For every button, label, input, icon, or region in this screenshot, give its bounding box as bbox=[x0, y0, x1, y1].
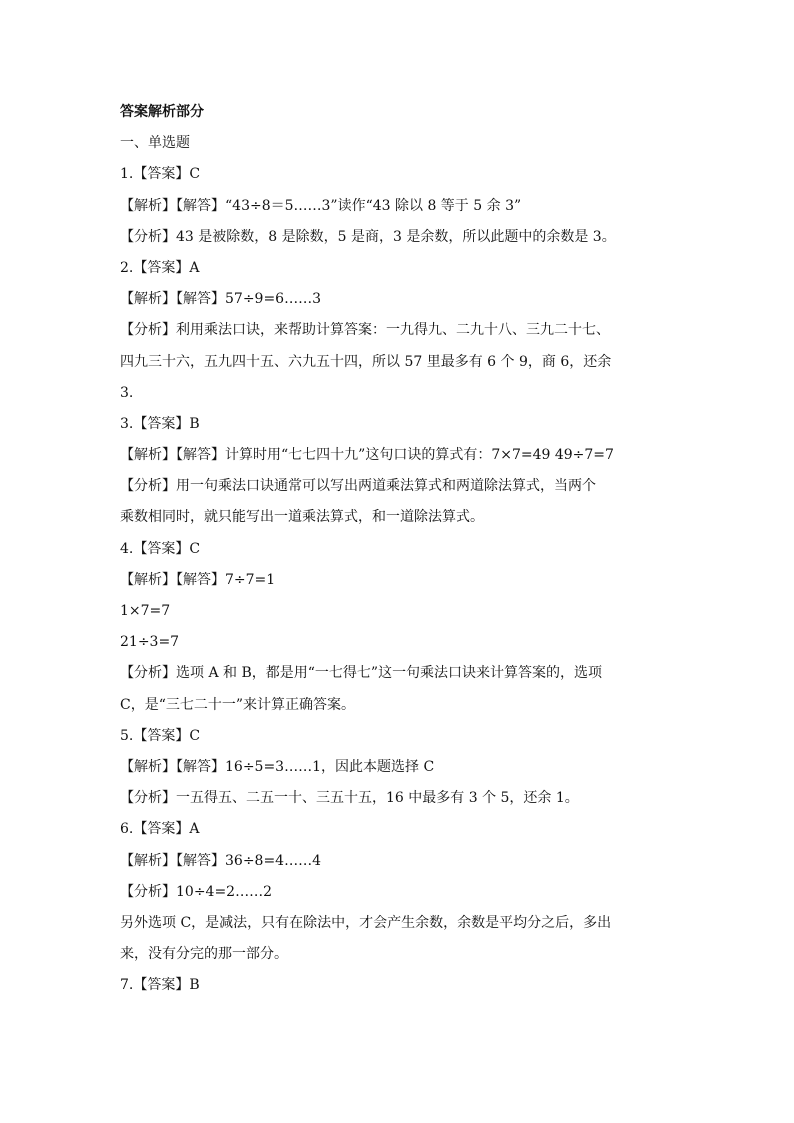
q6-analysis-line-1: 【分析】10÷4=2……2 bbox=[120, 883, 272, 900]
q6-answer: 6.【答案】A bbox=[120, 821, 200, 838]
subsection-title: 一、单选题 bbox=[120, 135, 190, 152]
q6-solution: 【解析】【解答】36÷8=4……4 bbox=[120, 852, 321, 869]
answer-analysis-section bbox=[120, 97, 680, 1001]
q2-analysis-line-1: 【分析】利用乘法口诀，来帮助计算答案：一九得九、二九十八、三九二十七、 bbox=[120, 322, 610, 339]
q3-answer: 3.【答案】B bbox=[120, 415, 200, 432]
q2-analysis-line-3: 3. bbox=[120, 384, 134, 401]
q4-answer: 4.【答案】C bbox=[120, 540, 201, 557]
q5-solution: 【解析】【解答】16÷5=3……1，因此本题选择 C bbox=[120, 758, 435, 775]
q7-answer: 7.【答案】B bbox=[120, 977, 200, 994]
q3-analysis-line-2: 乘数相同时，就只能写出一道乘法算式，和一道除法算式。 bbox=[120, 509, 484, 526]
q2-solution: 【解析】【解答】57÷9=6……3 bbox=[120, 291, 321, 308]
q1-analysis: 【分析】43 是被除数，8 是除数，5 是商，3 是余数，所以此题中的余数是 3。 bbox=[120, 228, 616, 245]
q4-solution-line-3: 21÷3=7 bbox=[120, 634, 180, 651]
q3-analysis-line-1: 【分析】用一句乘法口诀通常可以写出两道乘法算式和两道除法算式，当两个 bbox=[120, 478, 596, 495]
q6-analysis-line-3: 来，没有分完的那一部分。 bbox=[120, 946, 288, 963]
q5-analysis: 【分析】一五得五、二五一十、三五十五，16 中最多有 3 个 5，还余 1。 bbox=[120, 790, 579, 807]
q6-analysis-line-2: 另外选项 C，是减法，只有在除法中，才会产生余数，余数是平均分之后，多出 bbox=[120, 914, 612, 931]
q4-analysis-line-2: C，是“三七二十一”来计算正确答案。 bbox=[120, 696, 356, 713]
q2-analysis-line-2: 四九三十六，五九四十五、六九五十四，所以 57 里最多有 6 个 9，商 6，还余 bbox=[120, 353, 612, 370]
q1-solution: 【解析】【解答】“43÷8＝5……3”读作“43 除以 8 等于 5 余 3” bbox=[120, 197, 522, 214]
q1-answer: 1.【答案】C bbox=[120, 166, 201, 183]
section-title: 答案解析部分 bbox=[120, 104, 204, 120]
q3-solution: 【解析】【解答】计算时用“七七四十九”这句口诀的算式有：7×7=49 49÷7=7 bbox=[120, 447, 614, 464]
q4-analysis-line-1: 【分析】选项 A 和 B，都是用“一七得七”这一句乘法口诀来计算答案的，选项 bbox=[120, 665, 603, 682]
q4-solution-line-2: 1×7=7 bbox=[120, 603, 171, 619]
q4-solution-line-1: 【解析】【解答】7÷7=1 bbox=[120, 571, 276, 588]
q5-answer: 5.【答案】C bbox=[120, 727, 201, 744]
q2-answer: 2.【答案】A bbox=[120, 259, 200, 276]
